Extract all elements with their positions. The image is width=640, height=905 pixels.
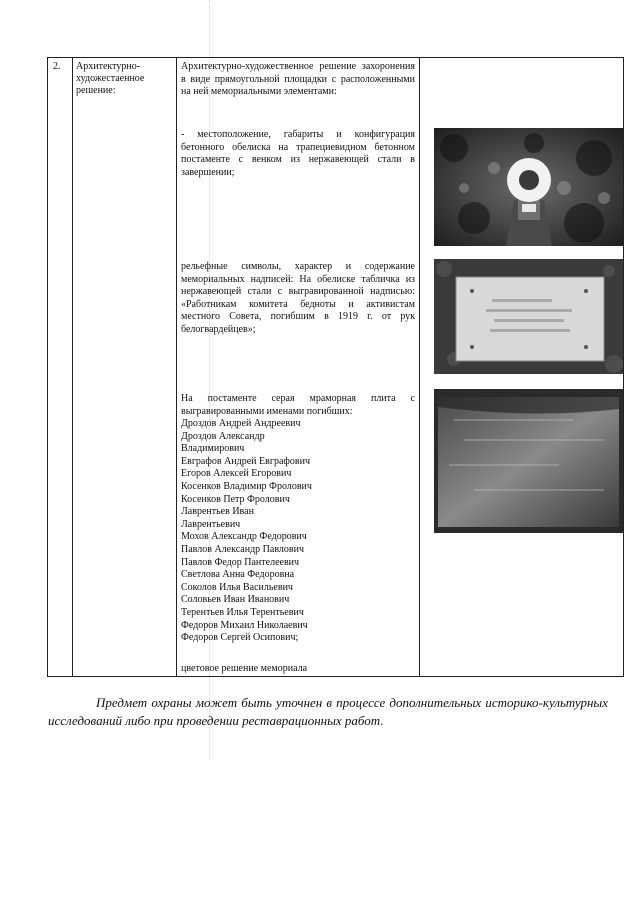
victim-name: Федоров Михаил Николаевич	[181, 619, 308, 631]
victim-name: Владимирович	[181, 443, 245, 455]
description-cell	[177, 58, 420, 677]
victim-name: Светлова Анна Федоровна	[181, 569, 295, 581]
plaque-photo	[434, 259, 623, 374]
protection-subject-table	[47, 57, 624, 677]
victim-name: Егоров Алексей Егорович	[181, 468, 292, 480]
victim-name: Соловьев Иван Иванович	[181, 594, 290, 606]
photos-cell	[420, 58, 624, 677]
footnote-text: Предмет охраны может быть уточнен в процессе дополнительных историко-культурных исследований либо при проведении реставрационных работ.	[48, 695, 608, 728]
table-row	[48, 58, 624, 677]
description-intro: Архитектурно-художественное решение захоронения в виде прямоугольной площадки с расположенными на ней мемориальными элементами:	[181, 61, 415, 98]
category-label: Архитектурно-художестаенное решение:	[76, 61, 145, 96]
victim-name: Федоров Сергей Осипович;	[181, 632, 299, 644]
victim-name: Евграфов Андрей Евграфович	[181, 455, 310, 467]
victim-name: Дроздов Андрей Андреевич	[181, 418, 301, 429]
victim-name: Лаврентьев Иван	[181, 506, 254, 518]
marble-slab-photo	[434, 389, 623, 533]
description-color: цветовое решение мемориала	[181, 663, 308, 674]
description-slab-intro: На постаменте серая мраморная плита с выгравированными именами погибших:	[181, 393, 415, 417]
description-obelisk: - местоположение, габариты и конфигурация бетонного обелиска на трапециевидном бетонном постаменте с венком из нержавеющей стали в завершении;	[181, 129, 415, 178]
description-inscriptions: рельефные символы, характер и содержание мемориальных надписей: На обелиске табличка из нержавеющей стали с выгравированной надписью: «Работникам комитета бедноты и активистам местного Совета, погибшим в 1919 г. от рук белогвардейцев»;	[181, 261, 415, 335]
victim-name: Павлов Александр Павлович	[181, 543, 305, 555]
row-number-cell	[48, 58, 73, 677]
obelisk-photo	[434, 128, 623, 246]
victim-name: Лаврентьевич	[181, 518, 241, 530]
victim-name: Павлов Федор Пантелеевич	[181, 556, 300, 568]
victim-name: Дроздов Александр	[181, 430, 265, 442]
victim-name: Косенков Владимир Фролович	[181, 480, 312, 492]
victims-name-list	[181, 418, 415, 645]
victim-name: Терентьев Илья Терентьевич	[181, 606, 304, 618]
victim-name: Соколов Илья Васильевич	[181, 581, 293, 593]
row-number: 2.	[53, 61, 61, 72]
victim-name: Мохов Александр Федорович	[181, 531, 307, 543]
category-cell	[73, 58, 177, 677]
victim-name: Косенков Петр Фролович	[181, 493, 290, 505]
